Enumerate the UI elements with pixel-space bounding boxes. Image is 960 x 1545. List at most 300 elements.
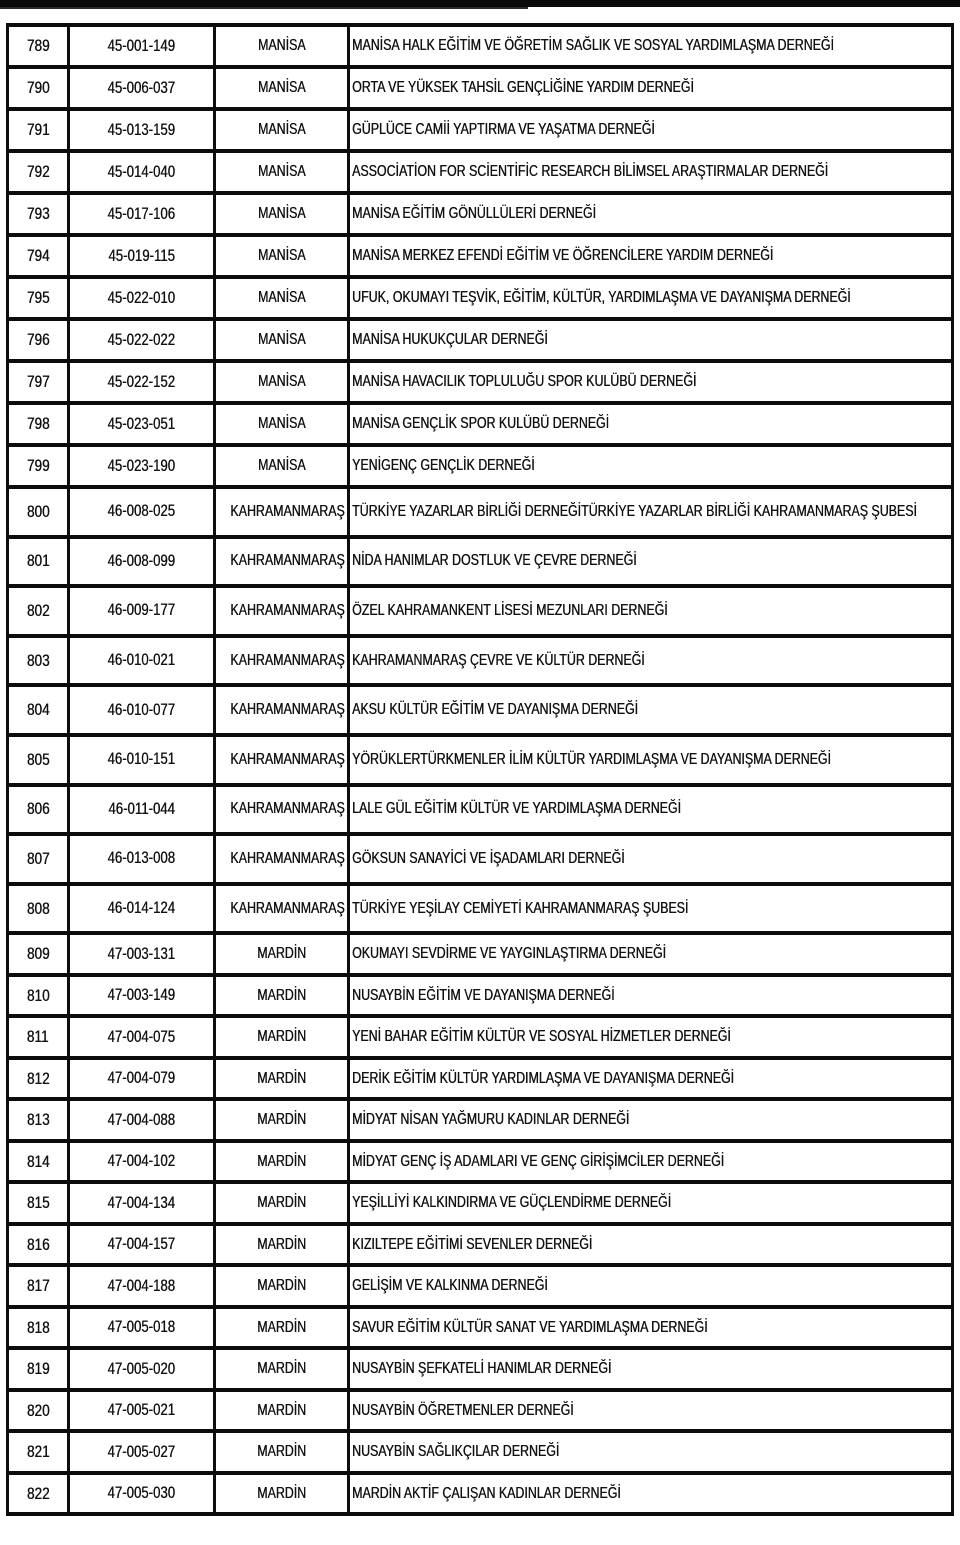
association-name: ÖZEL KAHRAMANKENT LİSESİ MEZUNLARI DERNEĞİ [352,601,668,619]
table-row [8,1307,953,1349]
association-name: MANİSA MERKEZ EFENDİ EĞİTİM VE ÖĞRENCİLERE YARDIM DERNEĞİ [352,247,774,264]
city-cell [215,1431,349,1473]
association-name: MARDİN AKTİF ÇALIŞAN KADINLAR DERNEĞİ [352,1484,621,1502]
table-row [8,1058,953,1100]
registration-code-cell [69,735,215,785]
registration-code-cell [69,277,215,319]
row-number: 819 [26,1359,50,1379]
association-name-cell [349,151,953,193]
registration-code: 47-005-030 [107,1484,176,1503]
registration-code-cell [69,193,215,235]
association-name-cell [349,319,953,361]
registration-code-cell [69,1182,215,1224]
association-name-cell [349,1016,953,1058]
city-name: MANİSA [257,373,306,390]
row-number: 802 [26,600,50,620]
association-name: KAHRAMANMARAŞ ÇEVRE VE KÜLTÜR DERNEĞİ [352,651,645,669]
row-number-cell [8,586,69,636]
association-name: UFUK, OKUMAYI TEŞVİK, EĞİTİM, KÜLTÜR, YARDIMLAŞMA VE DAYANIŞMA DERNEĞİ [352,289,851,306]
registration-code-cell [69,537,215,587]
registration-code-cell [69,1058,215,1100]
city-cell [215,1058,349,1100]
row-number: 811 [27,1027,49,1047]
row-number-cell [8,1016,69,1058]
association-name: GÜPLÜCE CAMİİ YAPTIRMA VE YAŞATMA DERNEĞİ [352,121,655,138]
row-number-cell [8,403,69,445]
registration-code-cell [69,445,215,487]
table-row [8,487,953,537]
city-name: KAHRAMANMARAŞ [230,651,345,669]
association-name: MANİSA EĞİTİM GÖNÜLLÜLERİ DERNEĞİ [352,205,596,222]
table-row [8,1182,953,1224]
registration-code-cell [69,834,215,884]
city-cell [215,735,349,785]
row-number: 790 [26,78,50,97]
row-number-cell [8,735,69,785]
row-number-cell [8,685,69,735]
association-name-cell [349,933,953,975]
association-name-cell [349,109,953,151]
city-cell [215,1099,349,1141]
city-name: MARDİN [257,1360,306,1378]
city-cell [215,1141,349,1183]
registration-code-cell [69,785,215,835]
table-row [8,537,953,587]
city-name: MARDİN [257,1235,306,1253]
table-row [8,151,953,193]
registration-code: 47-005-021 [107,1401,176,1420]
city-cell [215,487,349,537]
row-number: 796 [26,330,50,349]
city-cell [215,636,349,686]
registration-code: 47-004-188 [107,1276,176,1295]
registration-code: 46-009-177 [107,601,176,620]
association-name-cell [349,975,953,1017]
city-cell [215,193,349,235]
row-number: 815 [26,1193,50,1213]
row-number-cell [8,1390,69,1432]
city-cell [215,403,349,445]
association-name-cell [349,785,953,835]
registration-code: 47-005-018 [107,1318,176,1337]
city-cell [215,1182,349,1224]
association-name: TÜRKİYE YAZARLAR BİRLİĞİ DERNEĞİTÜRKİYE YAZARLAR BİRLİĞİ KAHRAMANMARAŞ ŞUBESİ [352,502,917,520]
table-row [8,1099,953,1141]
table-row [8,319,953,361]
row-number-cell [8,834,69,884]
row-number: 789 [26,36,50,55]
row-number-cell [8,109,69,151]
registration-code-cell [69,884,215,934]
city-name: MANİSA [257,205,306,222]
city-cell [215,685,349,735]
city-name: MANİSA [257,457,306,474]
registration-code: 45-013-159 [107,120,176,139]
registration-code: 46-014-124 [107,899,176,918]
row-number: 809 [26,944,50,964]
association-name-cell [349,685,953,735]
association-name-cell [349,834,953,884]
table-row [8,445,953,487]
registration-code-cell [69,1390,215,1432]
registration-code: 46-010-151 [107,750,176,769]
association-name: SAVUR EĞİTİM KÜLTÜR SANAT VE YARDIMLAŞMA DERNEĞİ [352,1318,708,1336]
city-cell [215,1348,349,1390]
registration-code: 47-004-134 [107,1193,176,1212]
association-name-cell [349,1224,953,1266]
registration-code: 46-013-008 [107,849,176,868]
registration-code-cell [69,975,215,1017]
city-name: KAHRAMANMARAŞ [230,552,345,570]
registration-code: 47-004-075 [107,1027,176,1046]
scan-artifact-top-bar [0,0,960,7]
row-number-cell [8,1141,69,1183]
registration-code: 47-004-088 [107,1110,176,1129]
city-name: MANİSA [257,79,306,96]
row-number-cell [8,319,69,361]
city-name: MARDİN [257,986,306,1004]
registration-code-cell [69,1141,215,1183]
association-name: TÜRKİYE YEŞİLAY CEMİYETİ KAHRAMANMARAŞ ŞUBESİ [352,899,689,917]
row-number-cell [8,193,69,235]
city-cell [215,25,349,67]
row-number-cell [8,361,69,403]
table-row [8,1348,953,1390]
table-row [8,1224,953,1266]
association-name-cell [349,1099,953,1141]
row-number: 816 [26,1234,50,1254]
row-number-cell [8,785,69,835]
association-name: YENİ BAHAR EĞİTİM KÜLTÜR VE SOSYAL HİZMETLER DERNEĞİ [352,1028,731,1046]
city-cell [215,1265,349,1307]
table-row [8,277,953,319]
association-name: GELİŞİM VE KALKINMA DERNEĞİ [352,1277,548,1295]
registration-code: 46-008-025 [107,502,176,521]
registration-code: 45-017-106 [107,204,176,223]
association-name-cell [349,1307,953,1349]
city-name: KAHRAMANMARAŞ [230,701,345,719]
registration-code-cell [69,361,215,403]
association-name: DERİK EĞİTİM KÜLTÜR YARDIMLAŞMA VE DAYANIŞMA DERNEĞİ [352,1069,734,1087]
association-name-cell [349,1141,953,1183]
association-name: AKSU KÜLTÜR EĞİTİM VE DAYANIŞMA DERNEĞİ [352,701,638,719]
registration-code: 47-004-157 [107,1235,176,1254]
registration-code-cell [69,1431,215,1473]
row-number-cell [8,975,69,1017]
row-number-cell [8,884,69,934]
row-number: 797 [26,372,50,391]
row-number: 800 [26,501,50,521]
association-name: MANİSA HUKUKÇULAR DERNEĞİ [352,331,548,348]
city-name: KAHRAMANMARAŞ [230,899,345,917]
association-name-cell [349,636,953,686]
registration-code-cell [69,1265,215,1307]
city-name: MARDİN [257,1069,306,1087]
association-name-cell [349,193,953,235]
row-number-cell [8,1348,69,1390]
registration-code: 46-010-021 [107,651,176,670]
registration-code-cell [69,235,215,277]
table-row [8,834,953,884]
association-name: GÖKSUN SANAYİCİ VE İŞADAMLARI DERNEĞİ [352,849,625,867]
registration-code: 47-004-102 [107,1152,176,1171]
city-cell [215,109,349,151]
registration-code: 45-006-037 [107,78,176,97]
row-number: 808 [26,898,50,918]
row-number-cell [8,933,69,975]
row-number: 812 [26,1068,50,1088]
city-name: MANİSA [257,163,306,180]
association-name-cell [349,235,953,277]
city-cell [215,975,349,1017]
row-number-cell [8,25,69,67]
registration-code: 47-005-020 [107,1359,176,1378]
city-name: MARDİN [257,1443,306,1461]
registration-code-cell [69,1016,215,1058]
city-name: KAHRAMANMARAŞ [230,750,345,768]
city-name: KAHRAMANMARAŞ [230,502,345,520]
city-name: MARDİN [257,1111,306,1129]
city-name: MANİSA [257,121,306,138]
city-name: KAHRAMANMARAŞ [230,800,345,818]
association-name: NİDA HANIMLAR DOSTLUK VE ÇEVRE DERNEĞİ [352,552,637,570]
row-number-cell [8,1265,69,1307]
row-number: 807 [26,848,50,868]
row-number: 817 [26,1276,50,1296]
city-cell [215,445,349,487]
row-number-cell [8,1307,69,1349]
row-number: 810 [26,985,50,1005]
registration-code: 46-011-044 [108,799,175,818]
city-cell [215,537,349,587]
registration-code-cell [69,586,215,636]
city-name: KAHRAMANMARAŞ [230,601,345,619]
row-number: 820 [26,1400,50,1420]
row-number-cell [8,1473,69,1515]
registration-code-cell [69,933,215,975]
registration-code: 45-022-152 [107,372,176,391]
city-name: MARDİN [257,1401,306,1419]
association-name-cell [349,1182,953,1224]
row-number: 793 [26,204,50,223]
city-cell [215,235,349,277]
registration-code-cell [69,1307,215,1349]
row-number-cell [8,1224,69,1266]
association-name: KIZILTEPE EĞİTİMİ SEVENLER DERNEĞİ [352,1235,593,1253]
row-number-cell [8,67,69,109]
association-name-cell [349,1431,953,1473]
row-number: 821 [26,1442,50,1462]
association-name: NUSAYBİN ŞEFKATELİ HANIMLAR DERNEĞİ [352,1360,612,1378]
registration-code: 47-004-079 [107,1069,176,1088]
association-name: MANİSA HALK EĞİTİM VE ÖĞRETİM SAĞLIK VE SOSYAL YARDIMLAŞMA DERNEĞİ [352,37,834,54]
association-name-cell [349,25,953,67]
row-number: 818 [26,1317,50,1337]
registration-code-cell [69,1224,215,1266]
table-row [8,361,953,403]
registration-code-cell [69,1473,215,1515]
table-row [8,586,953,636]
registration-code: 46-010-077 [107,700,176,719]
table-row [8,1473,953,1515]
table-row [8,193,953,235]
row-number: 803 [26,650,50,670]
row-number-cell [8,1099,69,1141]
row-number-cell [8,636,69,686]
association-name: NUSAYBİN SAĞLIKÇILAR DERNEĞİ [352,1443,560,1461]
registration-code: 45-014-040 [107,162,176,181]
city-name: MARDİN [257,1484,306,1502]
city-cell [215,277,349,319]
city-cell [215,151,349,193]
registration-code-cell [69,1348,215,1390]
association-name: MANİSA GENÇLİK SPOR KULÜBÜ DERNEĞİ [352,415,610,432]
city-cell [215,361,349,403]
table-row [8,735,953,785]
city-name: MARDİN [257,1152,306,1170]
association-name-cell [349,403,953,445]
row-number: 814 [26,1151,50,1171]
row-number: 804 [26,700,50,720]
table-row [8,636,953,686]
row-number-cell [8,277,69,319]
table-row [8,685,953,735]
row-number: 806 [26,799,50,819]
association-name-cell [349,445,953,487]
city-cell [215,834,349,884]
city-name: MANİSA [257,247,306,264]
association-name: ASSOCİATİON FOR SCİENTİFİC RESEARCH BİLİMSEL ARAŞTIRMALAR DERNEĞİ [352,163,829,180]
city-name: MARDİN [257,1318,306,1336]
association-name-cell [349,537,953,587]
table-row [8,25,953,67]
association-name: NUSAYBİN ÖĞRETMENLER DERNEĞİ [352,1401,574,1419]
association-name-cell [349,1058,953,1100]
association-name: YENİGENÇ GENÇLİK DERNEĞİ [352,457,535,474]
registration-code-cell [69,636,215,686]
row-number-cell [8,445,69,487]
row-number-cell [8,1431,69,1473]
city-name: MARDİN [257,1194,306,1212]
registration-code-cell [69,685,215,735]
table-row [8,975,953,1017]
table-row [8,1016,953,1058]
city-cell [215,1307,349,1349]
registration-code: 45-001-149 [107,36,176,55]
city-name: MANİSA [257,415,306,432]
association-name-cell [349,735,953,785]
table-row [8,785,953,835]
row-number-cell [8,235,69,277]
row-number: 801 [26,551,50,571]
city-cell [215,884,349,934]
registration-code-cell [69,487,215,537]
registration-code: 45-022-022 [107,330,176,349]
city-name: MANİSA [257,289,306,306]
row-number: 813 [26,1110,50,1130]
city-cell [215,785,349,835]
association-name: ORTA VE YÜKSEK TAHSİL GENÇLİĞİNE YARDIM DERNEĞİ [352,79,694,96]
association-name-cell [349,67,953,109]
association-name: YÖRÜKLERTÜRKMENLER İLİM KÜLTÜR YARDIMLAŞMA VE DAYANIŞMA DERNEĞİ [352,750,831,768]
row-number: 795 [26,288,50,307]
association-name: OKUMAYI SEVDİRME VE YAYGINLAŞTIRMA DERNEĞİ [352,945,666,963]
city-name: MARDİN [257,945,306,963]
row-number: 794 [26,246,50,265]
registration-code: 47-003-149 [107,986,176,1005]
row-number: 791 [26,120,50,139]
table-row [8,933,953,975]
row-number-cell [8,151,69,193]
city-name: MARDİN [257,1277,306,1295]
city-cell [215,319,349,361]
row-number-cell [8,487,69,537]
registration-code: 47-003-131 [107,944,176,963]
association-name-cell [349,361,953,403]
registration-code: 45-023-051 [107,414,176,433]
registration-code-cell [69,109,215,151]
row-number-cell [8,537,69,587]
city-cell [215,67,349,109]
row-number: 822 [26,1483,50,1503]
registration-code: 45-019-115 [108,246,175,265]
table-row [8,235,953,277]
registration-code: 45-022-010 [107,288,176,307]
table-row [8,67,953,109]
city-cell [215,1016,349,1058]
row-number-cell [8,1058,69,1100]
association-name-cell [349,884,953,934]
associations-table [6,23,954,1516]
association-name-cell [349,586,953,636]
registration-code-cell [69,403,215,445]
registration-code: 45-023-190 [107,456,176,475]
association-name-cell [349,487,953,537]
association-name: LALE GÜL EĞİTİM KÜLTÜR VE YARDIMLAŞMA DERNEĞİ [352,800,681,818]
association-name-cell [349,1348,953,1390]
city-cell [215,933,349,975]
city-name: KAHRAMANMARAŞ [230,849,345,867]
row-number: 799 [26,456,50,475]
row-number: 798 [26,414,50,433]
association-name: NUSAYBİN EĞİTİM VE DAYANIŞMA DERNEĞİ [352,986,615,1004]
association-name: MİDYAT NİSAN YAĞMURU KADINLAR DERNEĞİ [352,1111,630,1129]
association-name-cell [349,277,953,319]
city-name: MANİSA [257,331,306,348]
registration-code-cell [69,1099,215,1141]
registration-code-cell [69,25,215,67]
association-name: MİDYAT GENÇ İŞ ADAMLARI VE GENÇ GİRİŞİMCİLER DERNEĞİ [352,1152,725,1170]
association-name-cell [349,1390,953,1432]
city-cell [215,586,349,636]
association-name: YEŞİLLİYİ KALKINDIRMA VE GÜÇLENDİRME DERNEĞİ [352,1194,672,1212]
table-row [8,109,953,151]
table-row [8,1265,953,1307]
city-cell [215,1390,349,1432]
city-name: MANİSA [257,37,306,54]
table-row [8,1141,953,1183]
table-row [8,403,953,445]
table-row [8,884,953,934]
row-number-cell [8,1182,69,1224]
city-name: MARDİN [257,1028,306,1046]
row-number: 792 [26,162,50,181]
city-cell [215,1473,349,1515]
table-row [8,1390,953,1432]
associations-table-body [8,25,953,1514]
city-cell [215,1224,349,1266]
registration-code-cell [69,151,215,193]
